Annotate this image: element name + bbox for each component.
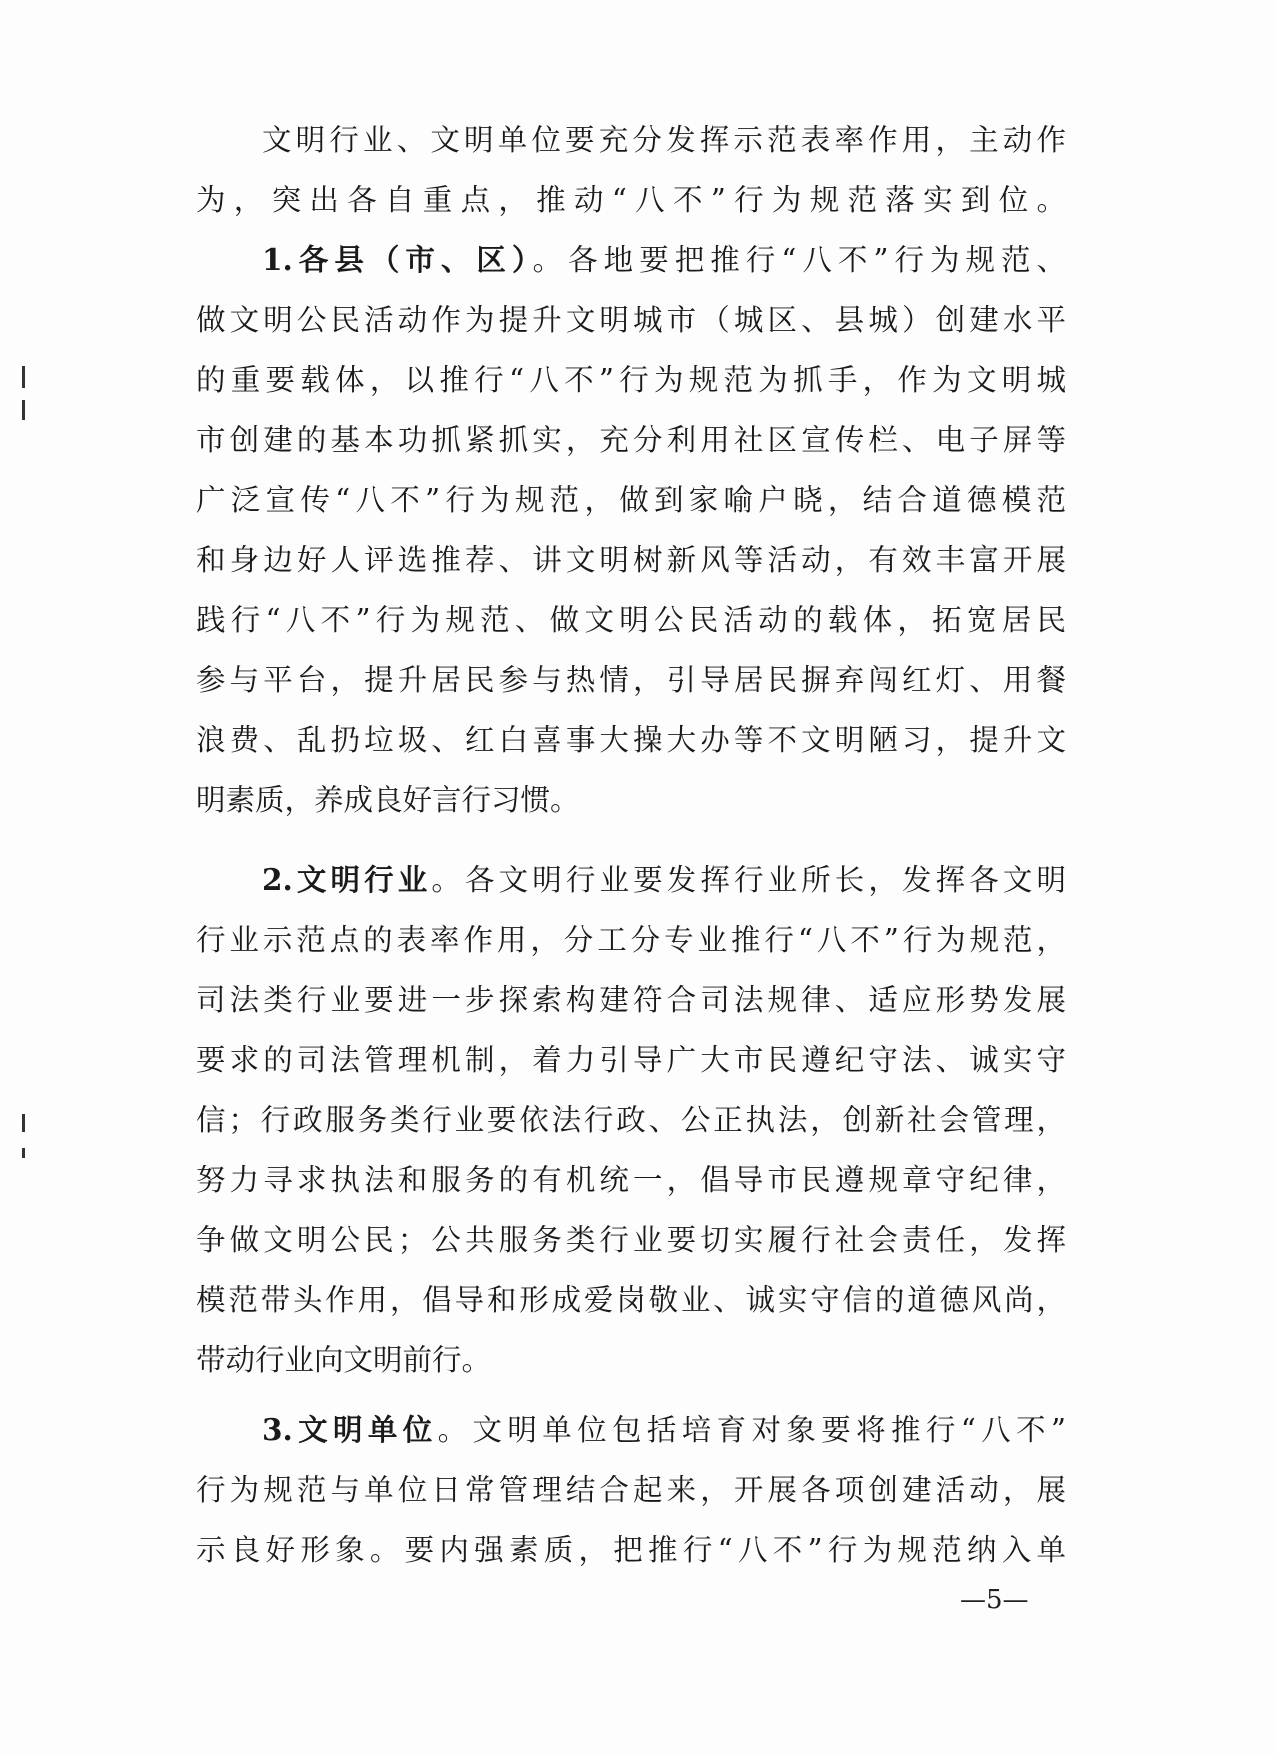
item2-line: 司法类行业要进一步探索构建符合司法规律、适应形势发展 [196,983,1066,1017]
item1-text: 。各地要把推行“八不”行为规范、 [532,243,1066,277]
item2-line: 信；行政服务类行业要依法行政、公正执法，创新社会管理， [196,1103,1066,1137]
page-number: —5— [960,1585,1029,1615]
item3-line: 行为规范与单位日常管理结合起来，开展各项创建活动，展 [196,1473,1066,1507]
item2-line: 模范带头作用，倡导和形成爱岗敬业、诚实守信的道德风尚， [196,1283,1066,1317]
item1-line: 践行“八不”行为规范、做文明公民活动的载体，拓宽居民 [196,603,1066,637]
item2-line: 行业示范点的表率作用，分工分专业推行“八不”行为规范， [196,923,1066,957]
item3-heading: 3.文明单位 [262,1412,438,1447]
item1-line: 的重要载体，以推行“八不”行为规范为抓手，作为文明城 [196,363,1066,397]
item1-line: 广泛宣传“八不”行为规范，做到家喻户晓，结合道德模范 [196,483,1066,517]
item2-first-line [262,850,1066,910]
item1-line: 浪费、乱扔垃圾、红白喜事大操大办等不文明陋习，提升文 [196,723,1066,757]
binding-mark [22,1114,25,1132]
item3-first-line [262,1400,1066,1460]
item1-first-line [262,230,1066,290]
item3-line: 示良好形象。要内强素质，把推行“八不”行为规范纳入单 [196,1533,1066,1567]
item1-line: 和身边好人评选推荐、讲文明树新风等活动，有效丰富开展 [196,543,1066,577]
item2-line: 努力寻求执法和服务的有机统一，倡导市民遵规章守纪律， [196,1163,1066,1197]
item2-heading: 2.文明行业 [262,862,432,897]
binding-mark [22,366,25,388]
item1-heading: 1.各县（市、区） [262,242,533,277]
item3-text: 。文明单位包括培育对象要将推行“八不” [437,1413,1066,1447]
item2-text: 。各文明行业要发挥行业所长，发挥各文明 [431,863,1066,897]
binding-mark [22,1148,25,1158]
item1-line: 做文明公民活动作为提升文明城市（城区、县城）创建水平 [196,303,1066,337]
item1-line: 明素质，养成良好言行习惯。 [196,783,580,817]
item1-line: 参与平台，提升居民参与热情，引导居民摒弃闯红灯、用餐 [196,663,1066,697]
item2-line: 争做文明公民；公共服务类行业要切实履行社会责任，发挥 [196,1223,1066,1257]
intro-line: 文明行业、文明单位要充分发挥示范表率作用，主动作 [262,123,1066,157]
binding-mark [22,400,25,420]
intro-line: 为，突出各自重点，推动“八不”行为规范落实到位。 [196,183,1066,217]
item2-line: 带动行业向文明前行。 [196,1343,492,1377]
item2-line: 要求的司法管理机制，着力引导广大市民遵纪守法、诚实守 [196,1043,1066,1077]
item1-line: 市创建的基本功抓紧抓实，充分利用社区宣传栏、电子屏等 [196,423,1066,457]
